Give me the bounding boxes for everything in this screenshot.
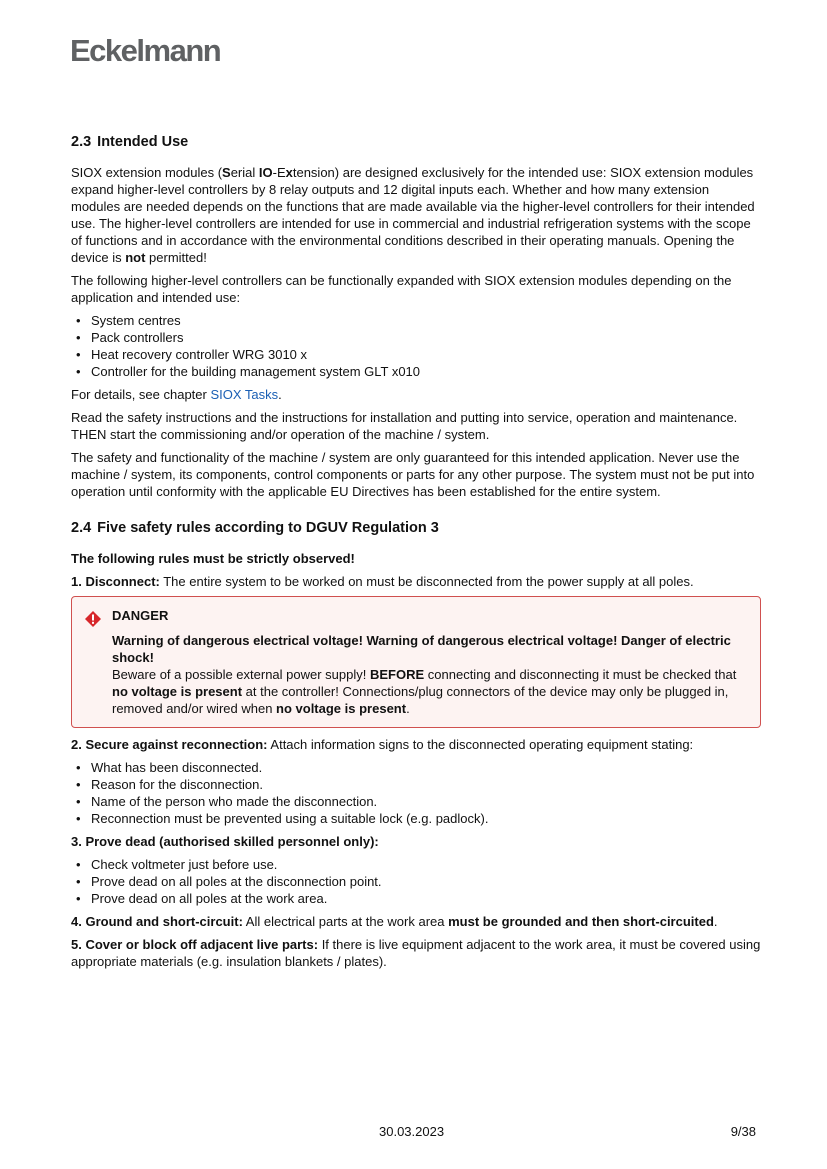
list-item: • System centres bbox=[71, 312, 761, 329]
text-segment: at the controller! Connections/plug connectors of the device may only be plugged in, removed and/or wired when bbox=[112, 684, 729, 716]
footer-date: 30.03.2023 bbox=[379, 1124, 445, 1139]
text-segment: . bbox=[406, 701, 410, 716]
sign-info-list bbox=[71, 759, 761, 827]
section-number: 2.3 bbox=[71, 134, 92, 150]
controllers-list bbox=[71, 312, 761, 380]
list-item: • Heat recovery controller WRG 3010 x bbox=[71, 346, 761, 363]
text-segment: tension) are designed exclusively for the intended use: SIOX extension modules expand higher-level controllers by 8 relay outputs and 12 digital inputs each. Whether and how many extension modules are needed depends on the functions that are made available via the higher-level controllers for their intended use. The higher-level controllers are intended for use in commercial and industrial refrigeration systems with the scope of functions and in accordance with the environmental conditions described in their operating manuals. Opening the device is bbox=[71, 165, 755, 265]
text-segment: erial bbox=[230, 165, 259, 180]
text-segment: -E bbox=[272, 165, 286, 180]
page-content bbox=[71, 132, 761, 976]
rule-3 bbox=[71, 833, 761, 850]
text-segment: 2. Secure against reconnection: bbox=[71, 737, 268, 752]
danger-notice bbox=[71, 596, 761, 728]
list-item: • Prove dead on all poles at the work area. bbox=[71, 890, 761, 907]
text-segment: no voltage is present bbox=[276, 701, 407, 716]
text-segment: S bbox=[222, 165, 231, 180]
text-segment: no voltage is present bbox=[112, 684, 243, 699]
text-segment: . bbox=[713, 914, 718, 929]
text-segment: If there is live equipment adjacent to the work area, it must be covered using appropriate materials (e.g. insulation blankets / plates). bbox=[71, 937, 761, 969]
text-segment: For details, see chapter bbox=[71, 387, 211, 402]
danger-body bbox=[112, 666, 744, 717]
details-paragraph bbox=[71, 386, 761, 403]
list-item: • Pack controllers bbox=[71, 329, 761, 346]
text-segment: Beware of a possible external power supply! bbox=[112, 667, 370, 682]
chapter-link[interactable]: SIOX Tasks bbox=[210, 387, 279, 402]
text-segment: The following higher-level controllers can be functionally expanded with SIOX extension modules depending on the application and intended use: bbox=[71, 273, 732, 305]
text-segment: Read the safety instructions and the instructions for installation and putting into service, operation and maintenance. THEN start the commissioning and/or operation of the machine / system. bbox=[71, 410, 738, 442]
danger-warning-icon bbox=[85, 611, 101, 627]
text-segment: SIOX extension modules ( bbox=[71, 165, 223, 180]
eckelmann-logo: Eckelmann bbox=[70, 33, 221, 68]
rule-1 bbox=[71, 573, 761, 590]
list-item: • Reason for the disconnection. bbox=[71, 776, 761, 793]
text-segment: 5. Cover or block off adjacent live parts: bbox=[71, 937, 319, 952]
safety-instructions-paragraph bbox=[71, 409, 761, 443]
text-segment: must be grounded and then short-circuited bbox=[448, 914, 714, 929]
text-segment: IO bbox=[258, 165, 273, 180]
list-item: • Prove dead on all poles at the disconnection point. bbox=[71, 873, 761, 890]
footer-page-number: 9/38 bbox=[730, 1124, 756, 1139]
section-number: 2.4 bbox=[71, 520, 92, 536]
rule-2 bbox=[71, 736, 761, 753]
list-item: • Check voltmeter just before use. bbox=[71, 856, 761, 873]
intro-paragraph bbox=[71, 164, 761, 266]
section-heading-intended-use bbox=[71, 132, 761, 152]
guarantee-paragraph bbox=[71, 449, 761, 500]
list-item: • Reconnection must be prevented using a suitable lock (e.g. padlock). bbox=[71, 810, 761, 827]
danger-warning bbox=[112, 632, 744, 666]
controllers-paragraph bbox=[71, 272, 761, 306]
rule-4 bbox=[71, 913, 761, 930]
text-segment: All electrical parts at the work area bbox=[242, 914, 449, 929]
rule-5 bbox=[71, 936, 761, 970]
text-segment: 4. Ground and short-circuit: bbox=[71, 914, 243, 929]
rules-intro bbox=[71, 550, 761, 567]
text-segment: BEFORE bbox=[369, 667, 425, 682]
list-item: • Controller for the building management system GLT x010 bbox=[71, 363, 761, 380]
section-heading-safety-rules bbox=[71, 518, 761, 538]
text-segment: 3. Prove dead (authorised skilled personnel only): bbox=[71, 834, 379, 849]
danger-title: DANGER bbox=[112, 608, 169, 623]
prove-dead-list bbox=[71, 856, 761, 907]
text-segment: not bbox=[125, 250, 146, 265]
list-item: • What has been disconnected. bbox=[71, 759, 761, 776]
text-segment: x bbox=[285, 165, 293, 180]
text-segment: Warning of dangerous electrical voltage! Warning of dangerous electrical voltage! Danger of electric shock! bbox=[112, 633, 731, 665]
list-item: • Name of the person who made the disconnection. bbox=[71, 793, 761, 810]
text-segment: . bbox=[278, 387, 282, 402]
section-title: Intended Use bbox=[97, 134, 189, 150]
text-segment: The following rules must be strictly observed! bbox=[71, 551, 355, 566]
text-segment: 1. Disconnect: bbox=[71, 574, 160, 589]
text-segment: The entire system to be worked on must be disconnected from the power supply at all poles. bbox=[159, 574, 694, 589]
text-segment: The safety and functionality of the machine / system are only guaranteed for this intended application. Never use the machine / system, its components, control components or parts for any other purpose. The system must not be put into operation until conformity with the applicable EU Directives has been established for the entire system. bbox=[71, 450, 755, 499]
text-segment: connecting and disconnecting it must be checked that bbox=[424, 667, 737, 682]
text-segment: Attach information signs to the disconnected operating equipment stating: bbox=[267, 737, 694, 752]
text-segment: permitted! bbox=[145, 250, 207, 265]
section-title: Five safety rules according to DGUV Regulation 3 bbox=[97, 520, 439, 536]
